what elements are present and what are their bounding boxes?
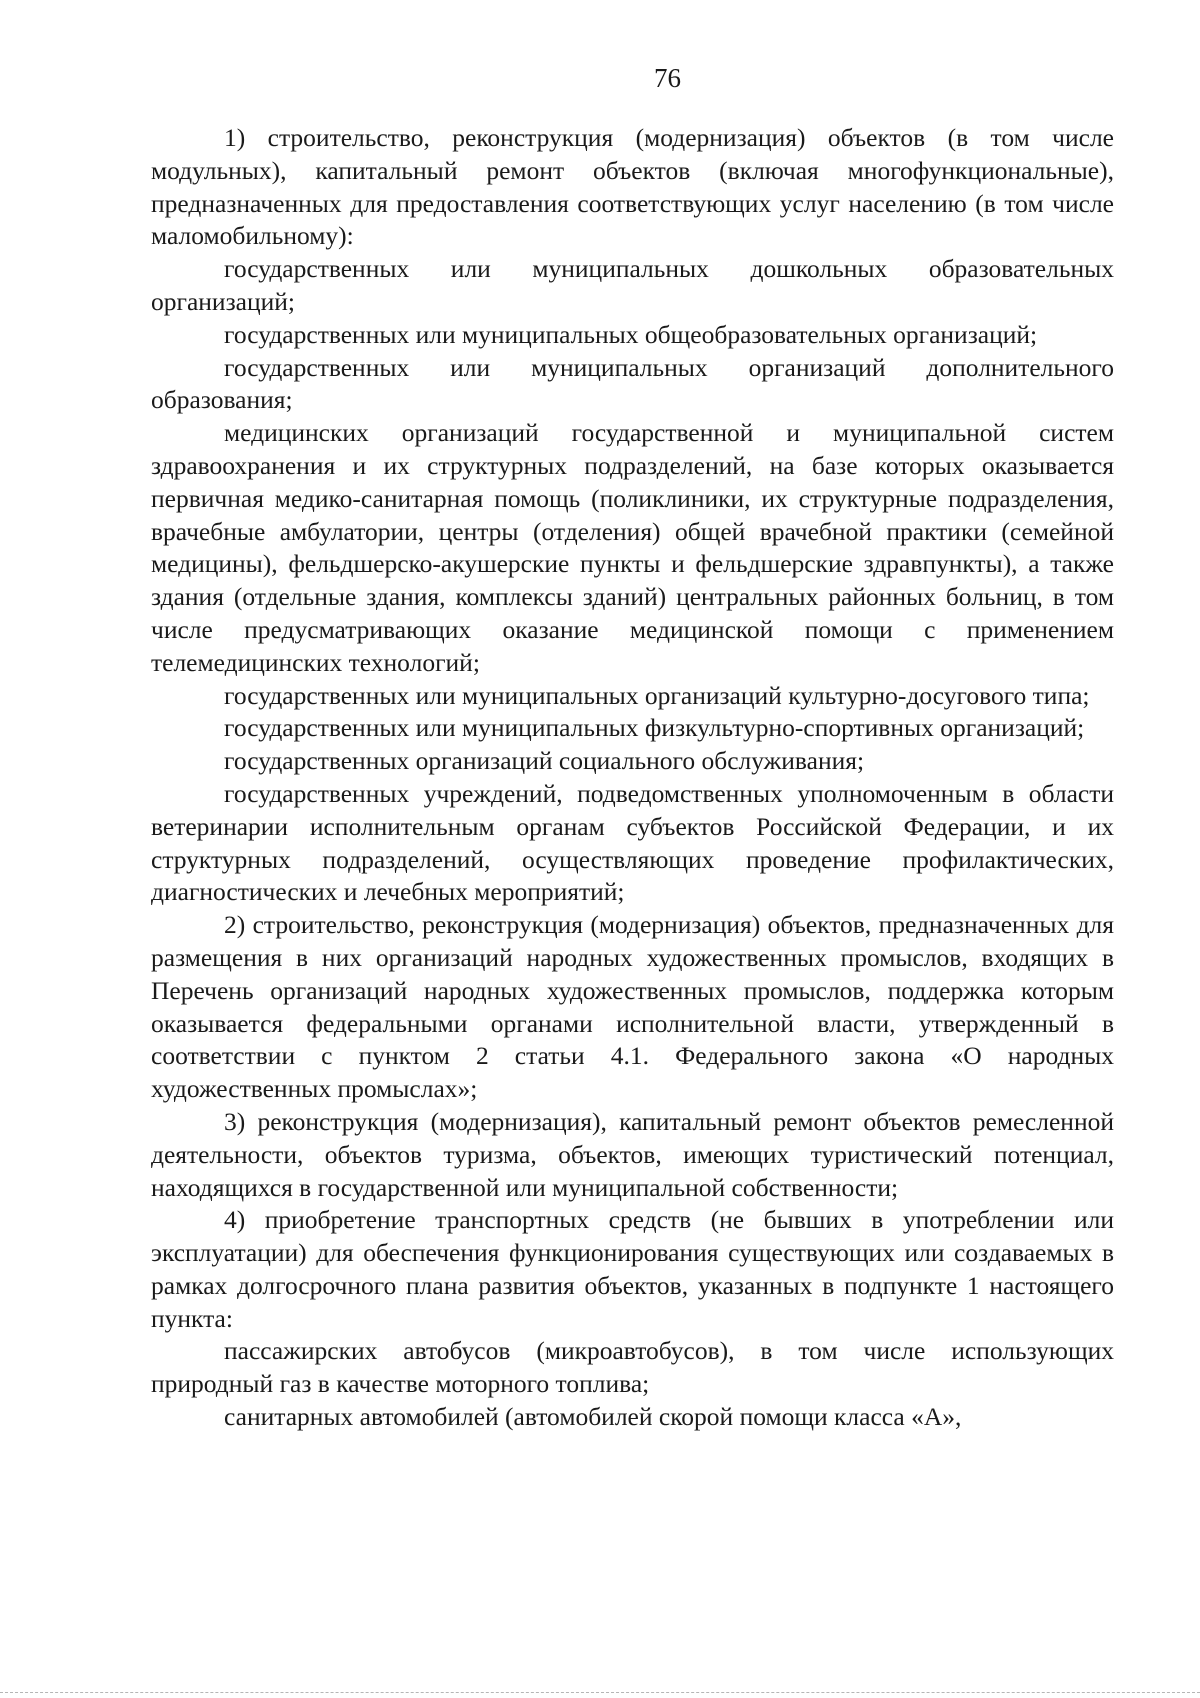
paragraph-veterinary-institutions: государственных учреждений, подведомственных уполномоченным в области ветеринарии исполнительным органам субъектов Российской Федерации, и их структурных подразделений, осуществляющих проведение профилактических, диагностических и лечебных мероприятий; (151, 778, 1114, 907)
paragraph-medical-organizations: медицинских организаций государственной и муниципальной систем здравоохранения и их структурных подразделений, на базе которых оказывается первичная медико-санитарная помощь (поликлиники, их структурные подразделения, врачебные амбулатории, центры (отделения) общей врачебной практики (семейной медицины), фельдшерско-акушерские пункты и фельдшерские здравпункты), а также здания (отдельные здания, комплексы зданий) центральных районных больниц, в том числе предусматривающих оказание медицинской помощи с применением телемедицинских технологий; (151, 418, 1114, 677)
paragraph-item-1: 1) строительство, реконструкция (модернизация) объектов (в том числе модульных), капитальный ремонт объектов (включая многофункциональные), предназначенных для предоставления соответствующих услуг населению (в том числе маломобильному): (151, 123, 1114, 251)
paragraph-item-3: 3) реконструкция (модернизация), капитальный ремонт объектов ремесленной деятельности, объектов туризма, объектов, имеющих туристический потенциал, находящихся в государственной или муниципальной собственности; (151, 1106, 1114, 1202)
paragraph-social-service-organizations: государственных организаций социального обслуживания; (224, 746, 865, 776)
paragraph-preschool-organizations: государственных или муниципальных дошкольных образовательных организаций; (151, 254, 1114, 316)
page-number: 76 (654, 63, 681, 93)
paragraph-cultural-leisure-organizations: государственных или муниципальных организаций культурно-досугового типа; (224, 680, 1090, 710)
page-bottom-divider (0, 1692, 1200, 1693)
paragraph-item-2: 2) строительство, реконструкция (модернизация) объектов, предназначенных для размещения в них организаций народных художественных промыслов, входящих в Перечень организаций народных художественных промыслов, поддержка которым оказывается федеральными органами исполнительной власти, утвержденный в соответствии с пунктом 2 статьи 4.1. Федерального закона «О народных художественных промыслах»; (151, 910, 1114, 1104)
paragraph-general-education-organizations: государственных или муниципальных общеобразовательных организаций; (224, 319, 1038, 349)
paragraph-sports-organizations: государственных или муниципальных физкультурно-спортивных организаций; (224, 713, 1085, 743)
paragraph-additional-education-organizations: государственных или муниципальных организаций дополнительного образования; (151, 352, 1114, 415)
body-text (151, 122, 1114, 1434)
paragraph-passenger-buses: пассажирских автобусов (микроавтобусов), в том числе использующих природный газ в качестве моторного топлива; (151, 1336, 1114, 1399)
paragraph-item-4: 4) приобретение транспортных средств (не бывших в употреблении или эксплуатации) для обеспечения функционирования существующих или создаваемых в рамках долгосрочного плана развития объектов, указанных в подпункте 1 настоящего пункта: (151, 1205, 1114, 1333)
paragraph-sanitary-vehicles: санитарных автомобилей (автомобилей скорой помощи класса «А», (224, 1402, 962, 1432)
